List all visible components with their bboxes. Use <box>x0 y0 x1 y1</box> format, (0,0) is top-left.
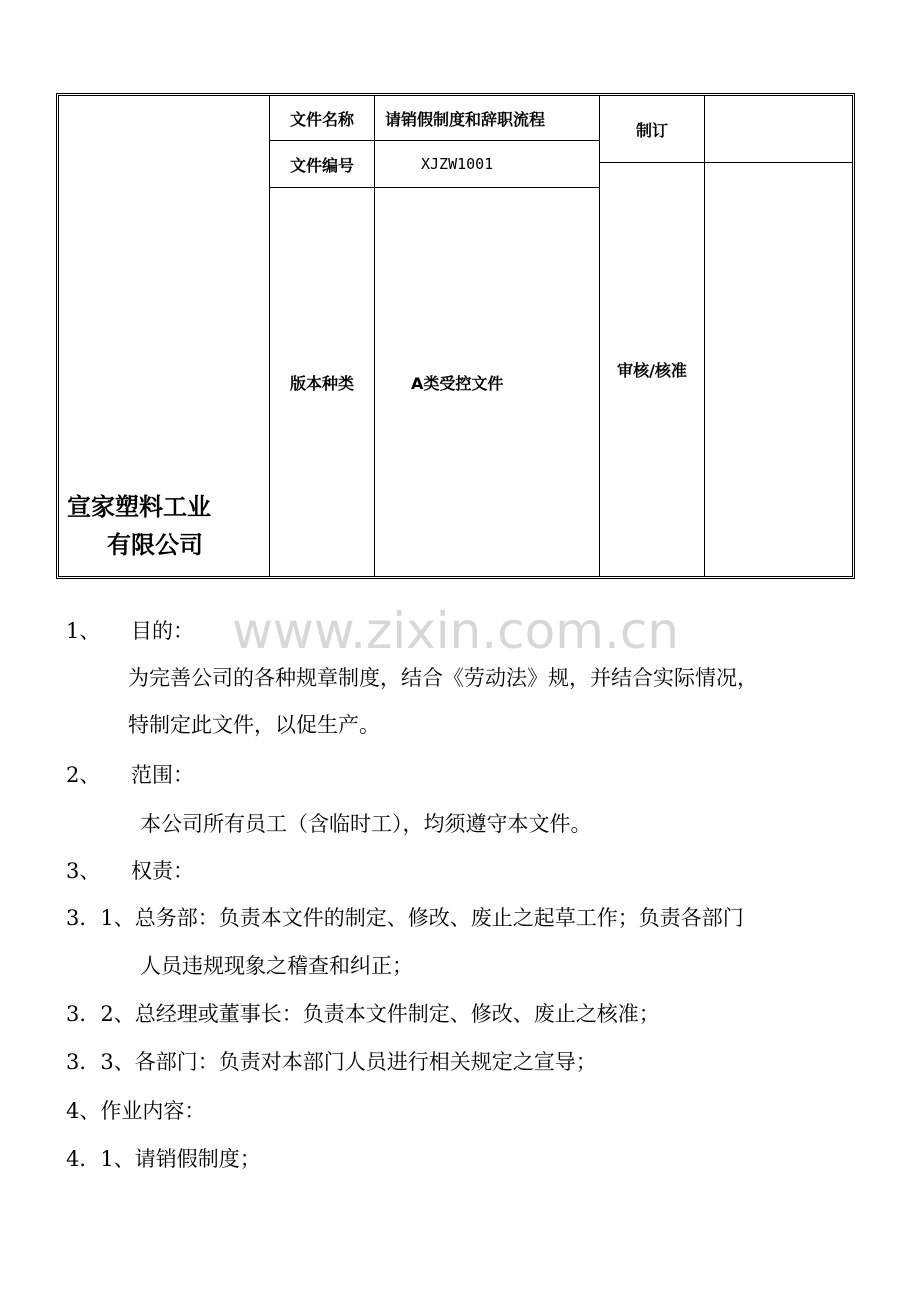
section-3-number: 3、 <box>66 859 101 883</box>
section-1-number: 1、 <box>66 619 101 643</box>
header-table <box>56 93 855 579</box>
file-no-label: 文件编号 <box>289 155 354 175</box>
file-name-label: 文件名称 <box>289 109 354 129</box>
section-3-1-line2: 人员违规现象之稽查和纠正； <box>140 954 413 978</box>
made-value <box>705 96 852 162</box>
section-3-2: 3．2、总经理或董事长：负责本文件制定、修改、废止之核准； <box>66 1002 660 1026</box>
section-2-text: 本公司所有员工（含临时工），均须遵守本文件。 <box>140 812 592 836</box>
section-3-title: 权责： <box>131 859 194 883</box>
section-4: 4、作业内容： <box>66 1099 206 1123</box>
version-value: A类受控文件 <box>411 373 504 393</box>
section-3-3: 3．3、各部门：负责对本部门人员进行相关规定之宣导； <box>66 1050 597 1074</box>
section-3-1-line1: 3．1、总务部：负责本文件的制定、修改、废止之起草工作；负责各部门 <box>66 906 744 930</box>
watermark: www.zixin.com.cn <box>232 602 680 660</box>
section-1-title: 目的： <box>131 619 194 643</box>
version-label: 版本种类 <box>289 373 354 393</box>
company-name-line2: 有限公司 <box>107 531 203 559</box>
review-value <box>705 163 852 576</box>
review-label: 审核/核准 <box>617 361 687 380</box>
company-name-line1: 宣家塑料工业 <box>67 493 211 521</box>
file-name-value: 请销假制度和辞职流程 <box>385 109 546 129</box>
section-4-1: 4．1、请销假制度； <box>66 1147 261 1171</box>
section-2-title: 范围： <box>131 763 194 787</box>
file-no-value: XJZW1001 <box>421 155 494 173</box>
company-name <box>67 488 267 564</box>
section-1-text-line2: 特制定此文件，以促生产。 <box>128 713 380 737</box>
section-2-number: 2、 <box>66 763 101 787</box>
made-label: 制订 <box>635 120 668 140</box>
section-1-text-line1: 为完善公司的各种规章制度，结合《劳动法》规，并结合实际情况， <box>128 666 758 690</box>
